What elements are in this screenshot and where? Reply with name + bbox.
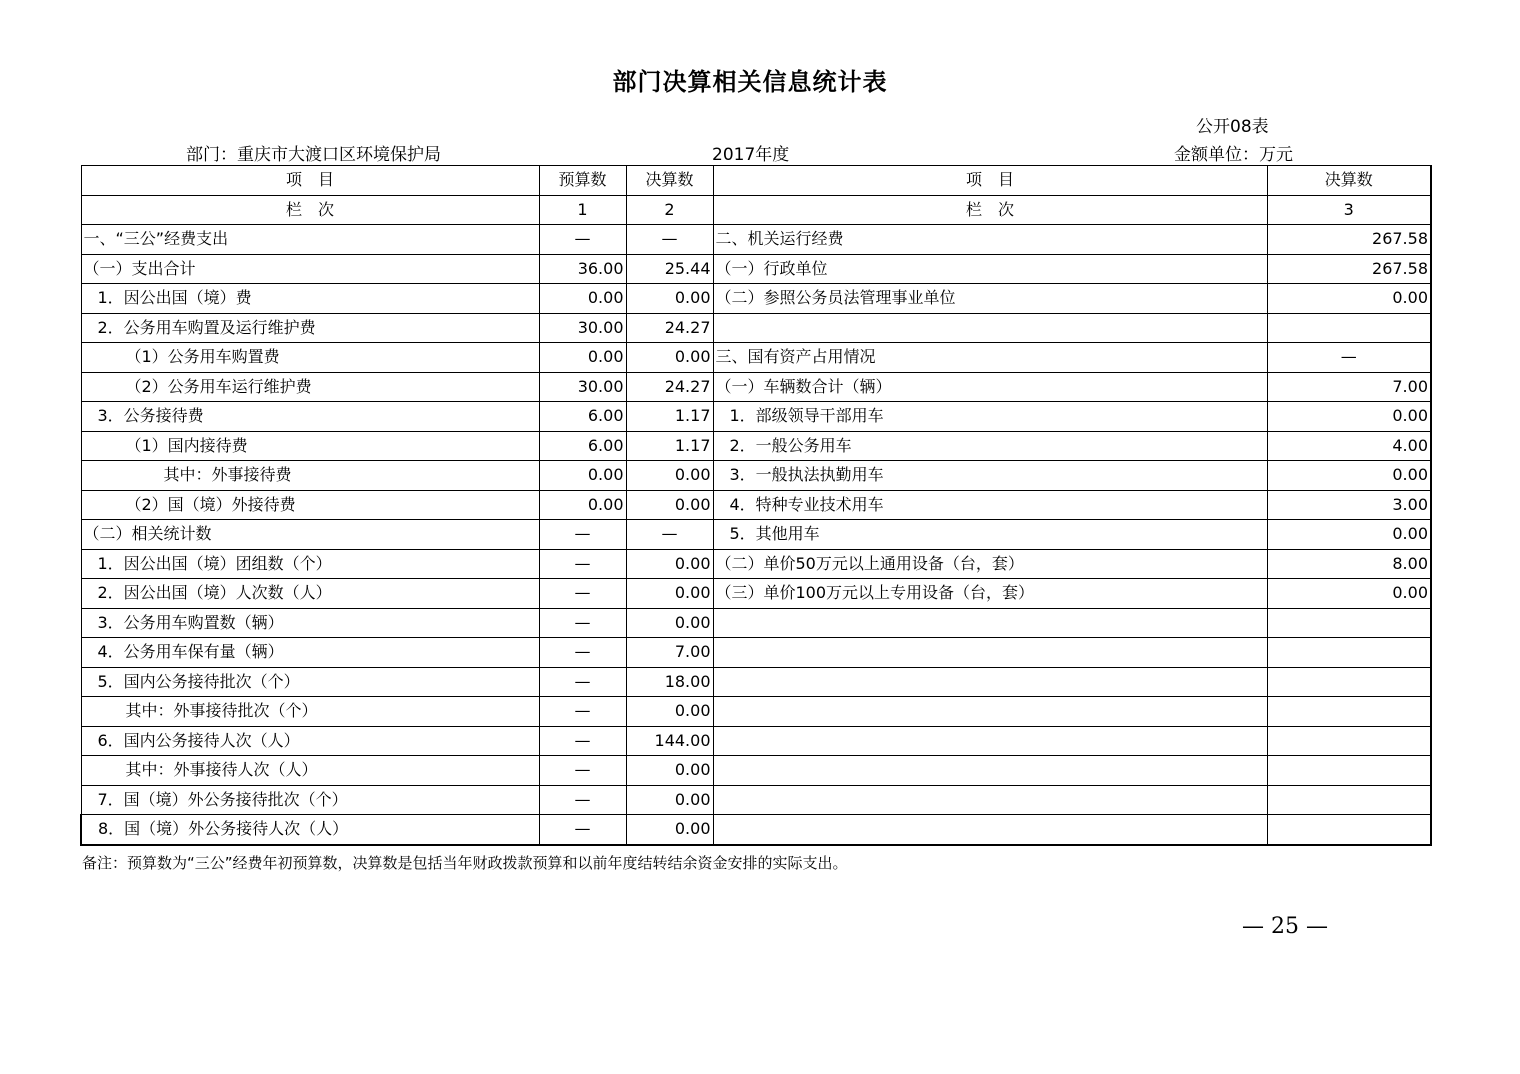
- row-right-value: 0.00: [1267, 579, 1431, 609]
- row-budget: —: [539, 785, 626, 815]
- row-budget: —: [539, 225, 626, 255]
- row-budget: —: [539, 756, 626, 786]
- row-final: 0.00: [626, 549, 713, 579]
- table-row: [81, 461, 1431, 491]
- row-right-item: 二、机关运行经费: [713, 225, 1267, 255]
- row-right-value: 8.00: [1267, 549, 1431, 579]
- row-final: 1.17: [626, 402, 713, 432]
- table-row: [81, 431, 1431, 461]
- header-final-right: 决算数: [1267, 166, 1431, 196]
- row-final: —: [626, 520, 713, 550]
- form-number: 公开08表: [1196, 117, 1269, 137]
- table-row: [81, 225, 1431, 255]
- row-right-value: 0.00: [1267, 402, 1431, 432]
- row-budget: —: [539, 667, 626, 697]
- table-row: [81, 638, 1431, 668]
- table-row: [81, 785, 1431, 815]
- row-budget: —: [539, 579, 626, 609]
- row-right-item: 3．一般执法执勤用车: [713, 461, 1267, 491]
- row-final: 0.00: [626, 461, 713, 491]
- row-right-value: 3.00: [1267, 490, 1431, 520]
- statistics-table: [80, 165, 1432, 846]
- row-right-item: [713, 785, 1267, 815]
- row-right-item: （三）单价100万元以上专用设备（台，套）: [713, 579, 1267, 609]
- header-budget: 预算数: [539, 166, 626, 196]
- row-left-item: 4．公务用车保有量（辆）: [81, 638, 539, 668]
- row-final: 0.00: [626, 490, 713, 520]
- row-right-value: [1267, 815, 1431, 845]
- row-budget: 0.00: [539, 284, 626, 314]
- header-final: 决算数: [626, 166, 713, 196]
- row-left-item: 1．因公出国（境）费: [81, 284, 539, 314]
- row-left-item: 1．因公出国（境）团组数（个）: [81, 549, 539, 579]
- row-left-item: （二）相关统计数: [81, 520, 539, 550]
- table-row: [81, 490, 1431, 520]
- row-right-item: [713, 313, 1267, 343]
- row-right-value: [1267, 697, 1431, 727]
- row-left-item: （2）公务用车运行维护费: [81, 372, 539, 402]
- column-number-3: 3: [1267, 195, 1431, 225]
- table-row: [81, 402, 1431, 432]
- header-item: 项 目: [81, 166, 539, 196]
- row-right-value: [1267, 726, 1431, 756]
- row-left-item: 8．国（境）外公务接待人次（人）: [81, 815, 539, 845]
- row-left-item: 3．公务用车购置数（辆）: [81, 608, 539, 638]
- row-final: 144.00: [626, 726, 713, 756]
- column-number-2: 2: [626, 195, 713, 225]
- row-budget: —: [539, 638, 626, 668]
- table-row: [81, 726, 1431, 756]
- row-right-item: （二）参照公务员法管理事业单位: [713, 284, 1267, 314]
- table-header-row: [81, 166, 1431, 196]
- row-final: —: [626, 225, 713, 255]
- table-row: [81, 284, 1431, 314]
- row-left-item: 6．国内公务接待人次（人）: [81, 726, 539, 756]
- row-final: 24.27: [626, 372, 713, 402]
- row-right-value: [1267, 667, 1431, 697]
- row-left-item: （2）国（境）外接待费: [81, 490, 539, 520]
- row-right-item: （一）行政单位: [713, 254, 1267, 284]
- row-right-value: [1267, 608, 1431, 638]
- row-right-item: （一）车辆数合计（辆）: [713, 372, 1267, 402]
- row-final: 1.17: [626, 431, 713, 461]
- table-row: [81, 254, 1431, 284]
- row-right-value: —: [1267, 343, 1431, 373]
- row-left-item: 其中：外事接待费: [81, 461, 539, 491]
- row-final: 18.00: [626, 667, 713, 697]
- column-number-1: 1: [539, 195, 626, 225]
- department-label: 部门：重庆市大渡口区环境保护局: [186, 145, 441, 165]
- row-budget: —: [539, 697, 626, 727]
- row-left-item: 3．公务接待费: [81, 402, 539, 432]
- row-right-item: 4．特种专业技术用车: [713, 490, 1267, 520]
- row-final: 0.00: [626, 608, 713, 638]
- row-right-value: 267.58: [1267, 254, 1431, 284]
- table-row: [81, 520, 1431, 550]
- table-row: [81, 372, 1431, 402]
- table-row: [81, 667, 1431, 697]
- row-final: 0.00: [626, 756, 713, 786]
- amount-unit: 金额单位：万元: [1174, 145, 1293, 165]
- row-budget: 30.00: [539, 372, 626, 402]
- row-final: 24.27: [626, 313, 713, 343]
- row-budget: 6.00: [539, 402, 626, 432]
- table-row: [81, 756, 1431, 786]
- row-final: 0.00: [626, 579, 713, 609]
- row-right-value: 0.00: [1267, 461, 1431, 491]
- row-left-item: （1）国内接待费: [81, 431, 539, 461]
- row-final: 0.00: [626, 697, 713, 727]
- row-budget: 30.00: [539, 313, 626, 343]
- row-budget: —: [539, 726, 626, 756]
- row-left-item: 一、“三公”经费支出: [81, 225, 539, 255]
- row-budget: 36.00: [539, 254, 626, 284]
- row-budget: 0.00: [539, 461, 626, 491]
- row-right-item: （二）单价50万元以上通用设备（台，套）: [713, 549, 1267, 579]
- row-left-item: 其中：外事接待人次（人）: [81, 756, 539, 786]
- row-final: 25.44: [626, 254, 713, 284]
- table-row: [81, 815, 1431, 845]
- row-right-item: 5．其他用车: [713, 520, 1267, 550]
- row-right-item: [713, 608, 1267, 638]
- row-right-item: [713, 667, 1267, 697]
- row-right-value: [1267, 313, 1431, 343]
- header-item-right: 项 目: [713, 166, 1267, 196]
- row-left-item: 其中：外事接待批次（个）: [81, 697, 539, 727]
- row-right-item: [713, 726, 1267, 756]
- row-final: 0.00: [626, 815, 713, 845]
- row-budget: 0.00: [539, 490, 626, 520]
- row-right-value: 267.58: [1267, 225, 1431, 255]
- table-row: [81, 549, 1431, 579]
- row-right-item: [713, 638, 1267, 668]
- row-budget: —: [539, 815, 626, 845]
- row-budget: —: [539, 608, 626, 638]
- row-final: 0.00: [626, 284, 713, 314]
- table-row: [81, 313, 1431, 343]
- row-left-item: 7．国（境）外公务接待批次（个）: [81, 785, 539, 815]
- row-right-item: 三、国有资产占用情况: [713, 343, 1267, 373]
- row-right-value: [1267, 638, 1431, 668]
- row-final: 7.00: [626, 638, 713, 668]
- row-right-item: [713, 756, 1267, 786]
- row-left-item: （一）支出合计: [81, 254, 539, 284]
- table-row: [81, 579, 1431, 609]
- column-label: 栏 次: [81, 195, 539, 225]
- row-budget: —: [539, 520, 626, 550]
- page-title: 部门决算相关信息统计表: [612, 68, 888, 96]
- row-right-item: 1．部级领导干部用车: [713, 402, 1267, 432]
- row-budget: 0.00: [539, 343, 626, 373]
- column-label-right: 栏 次: [713, 195, 1267, 225]
- row-right-value: [1267, 756, 1431, 786]
- row-left-item: （1）公务用车购置费: [81, 343, 539, 373]
- row-right-item: 2．一般公务用车: [713, 431, 1267, 461]
- row-right-item: [713, 697, 1267, 727]
- row-left-item: 2．公务用车购置及运行维护费: [81, 313, 539, 343]
- row-final: 0.00: [626, 785, 713, 815]
- row-left-item: 5．国内公务接待批次（个）: [81, 667, 539, 697]
- fiscal-year: 2017年度: [712, 145, 790, 165]
- row-right-value: 4.00: [1267, 431, 1431, 461]
- page-number: — 25 —: [1242, 914, 1328, 939]
- row-final: 0.00: [626, 343, 713, 373]
- row-right-value: 0.00: [1267, 520, 1431, 550]
- row-right-value: [1267, 785, 1431, 815]
- row-left-item: 2．因公出国（境）人次数（人）: [81, 579, 539, 609]
- row-right-value: 0.00: [1267, 284, 1431, 314]
- row-right-value: 7.00: [1267, 372, 1431, 402]
- row-budget: —: [539, 549, 626, 579]
- table-row: [81, 608, 1431, 638]
- column-number-row: [81, 195, 1431, 225]
- footnote: 备注：预算数为“三公”经费年初预算数，决算数是包括当年财政拨款预算和以前年度结转结余资金安排的实际支出。: [82, 854, 848, 872]
- table-row: [81, 697, 1431, 727]
- row-budget: 6.00: [539, 431, 626, 461]
- table-row: [81, 343, 1431, 373]
- row-right-item: [713, 815, 1267, 845]
